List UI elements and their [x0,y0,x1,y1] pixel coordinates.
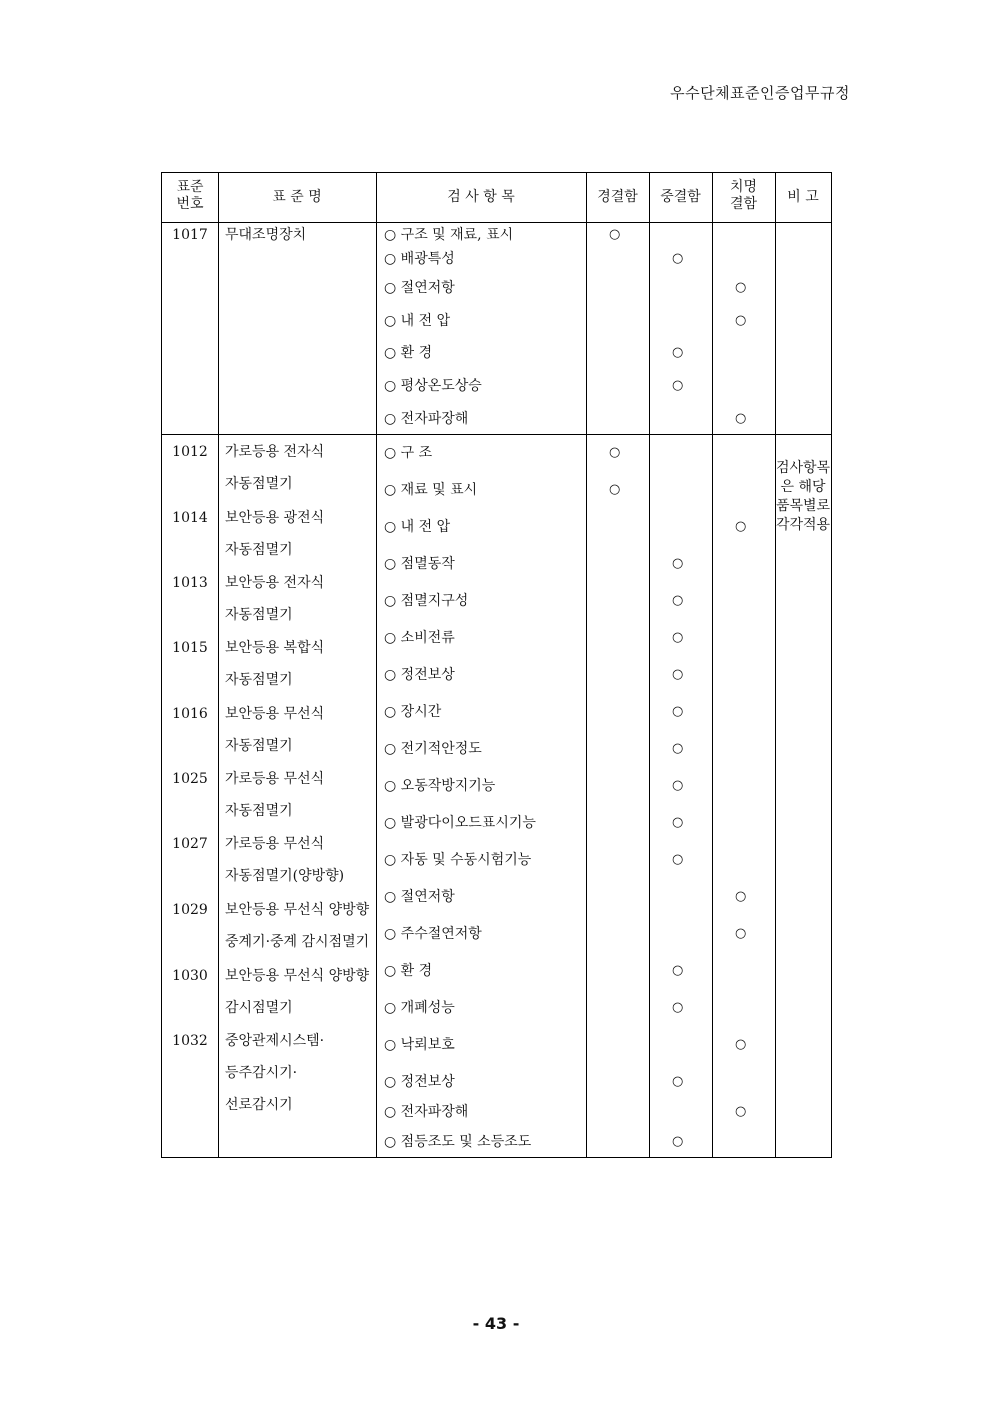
standard-number: 1012 [172,444,208,460]
critical-defect-mark: ○ [735,280,747,295]
major-defect-mark: ○ [672,593,684,608]
column-divider [775,173,776,1157]
critical-defect-mark: ○ [735,926,747,941]
inspection-item: ○ 환 경 [384,963,433,979]
major-defect-mark: ○ [672,667,684,682]
standard-name: 자동점멸기 [225,672,293,688]
standard-name: 자동점멸기 [225,738,293,754]
inspection-item: ○ 소비전류 [384,630,455,646]
inspection-item: ○ 내 전 압 [384,519,451,535]
standard-number: 1013 [172,575,208,591]
inspection-item: ○ 정전보상 [384,1074,455,1090]
inspection-item: ○ 낙뢰보호 [384,1037,455,1053]
inspection-item: ○ 점등조도 및 소등조도 [384,1134,532,1150]
page-number: - 43 - [472,1314,520,1333]
major-defect-mark: ○ [672,556,684,571]
critical-defect-mark: ○ [735,1104,747,1119]
major-defect-mark: ○ [672,630,684,645]
major-defect-mark: ○ [672,704,684,719]
standard-number: 1014 [172,510,208,526]
inspection-item: ○ 발광다이오드표시기능 [384,815,536,831]
header-critical-defect: 치명 결함 [729,179,758,212]
minor-defect-mark: ○ [609,445,621,460]
standard-name: 자동점멸기 [225,607,293,623]
inspection-item: ○ 배광특성 [384,251,455,267]
major-defect-mark: ○ [672,852,684,867]
standard-name: 자동점멸기 [225,803,293,819]
standard-name: 선로감시기 [225,1097,293,1113]
minor-defect-mark: ○ [609,227,621,242]
standard-name: 보안등용 전자식 [225,575,325,591]
inspection-item: ○ 내 전 압 [384,313,451,329]
major-defect-mark: ○ [672,815,684,830]
inspection-item: ○ 점멸동작 [384,556,455,572]
inspection-item: ○ 전자파장해 [384,411,469,427]
header-remark: 비 고 [787,189,819,205]
column-divider [649,173,650,1157]
column-divider [712,173,713,1157]
major-defect-mark: ○ [672,378,684,393]
header-standard-name: 표 준 명 [272,189,322,205]
major-defect-mark: ○ [672,345,684,360]
header-major-defect: 중결함 [660,189,701,205]
critical-defect-mark: ○ [735,519,747,534]
standard-number: 1030 [172,968,208,984]
standard-name: 보안등용 광전식 [225,510,325,526]
major-defect-mark: ○ [672,251,684,266]
inspection-item: ○ 주수절연저항 [384,926,482,942]
standard-name: 감시점멸기 [225,1000,293,1016]
standard-name: 등주감시기· [225,1065,298,1081]
standard-name: 보안등용 무선식 [225,706,325,722]
standard-name: 가로등용 무선식 [225,771,325,787]
major-defect-mark: ○ [672,1000,684,1015]
column-divider [586,173,587,1157]
column-divider [218,173,219,1157]
inspection-item: ○ 구 조 [384,445,433,461]
standard-name: 중앙관제시스템· [225,1033,325,1049]
inspection-item: ○ 자동 및 수동시험기능 [384,852,532,868]
inspection-item: ○ 장시간 [384,704,442,720]
inspection-items-table [161,172,832,1158]
standard-number: 1029 [172,902,208,918]
standard-name: 보안등용 복합식 [225,640,325,656]
header-standard-number: 표준 번호 [176,179,204,212]
major-defect-mark: ○ [672,963,684,978]
header-minor-defect: 경결함 [597,189,638,205]
inspection-item: ○ 절연저항 [384,280,455,296]
inspection-item: ○ 재료 및 표시 [384,482,478,498]
standard-name: 자동점멸기 [225,476,293,492]
inspection-item: ○ 환 경 [384,345,433,361]
major-defect-mark: ○ [672,741,684,756]
inspection-item: ○ 평상온도상승 [384,378,482,394]
inspection-item: ○ 정전보상 [384,667,455,683]
standard-name: 자동점멸기 [225,542,293,558]
document-header-title: 우수단체표준인증업무규정 [670,84,850,102]
critical-defect-mark: ○ [735,313,747,328]
standard-number: 1032 [172,1033,208,1049]
standard-name: 보안등용 무선식 양방향 [225,902,370,918]
remark-text: 검사항목 은 해당 품목별로 각각적용 [775,460,831,533]
minor-defect-mark: ○ [609,482,621,497]
standard-name: 무대조명장치 [225,227,307,243]
inspection-item: ○ 점멸지구성 [384,593,469,609]
group-divider [162,434,831,435]
standard-number: 1027 [172,836,208,852]
critical-defect-mark: ○ [735,1037,747,1052]
critical-defect-mark: ○ [735,889,747,904]
inspection-item: ○ 개폐성능 [384,1000,455,1016]
major-defect-mark: ○ [672,1134,684,1149]
major-defect-mark: ○ [672,778,684,793]
standard-number: 1015 [172,640,208,656]
standard-name: 자동점멸기(양방향) [225,868,345,884]
inspection-item: ○ 전자파장해 [384,1104,469,1120]
column-divider [376,173,377,1157]
standard-number: 1025 [172,771,208,787]
inspection-item: ○ 구조 및 재료, 표시 [384,227,514,243]
major-defect-mark: ○ [672,1074,684,1089]
header-inspection-items: 검 사 항 목 [447,189,515,205]
inspection-item: ○ 절연저항 [384,889,455,905]
standard-name: 중계기·중계 감시점멸기 [225,934,370,950]
header-divider [162,222,831,223]
standard-number: 1017 [172,227,208,243]
inspection-item: ○ 전기적안정도 [384,741,482,757]
standard-number: 1016 [172,706,208,722]
critical-defect-mark: ○ [735,411,747,426]
standard-name: 가로등용 전자식 [225,444,325,460]
standard-name: 보안등용 무선식 양방향 [225,968,370,984]
standard-name: 가로등용 무선식 [225,836,325,852]
inspection-item: ○ 오동작방지기능 [384,778,496,794]
